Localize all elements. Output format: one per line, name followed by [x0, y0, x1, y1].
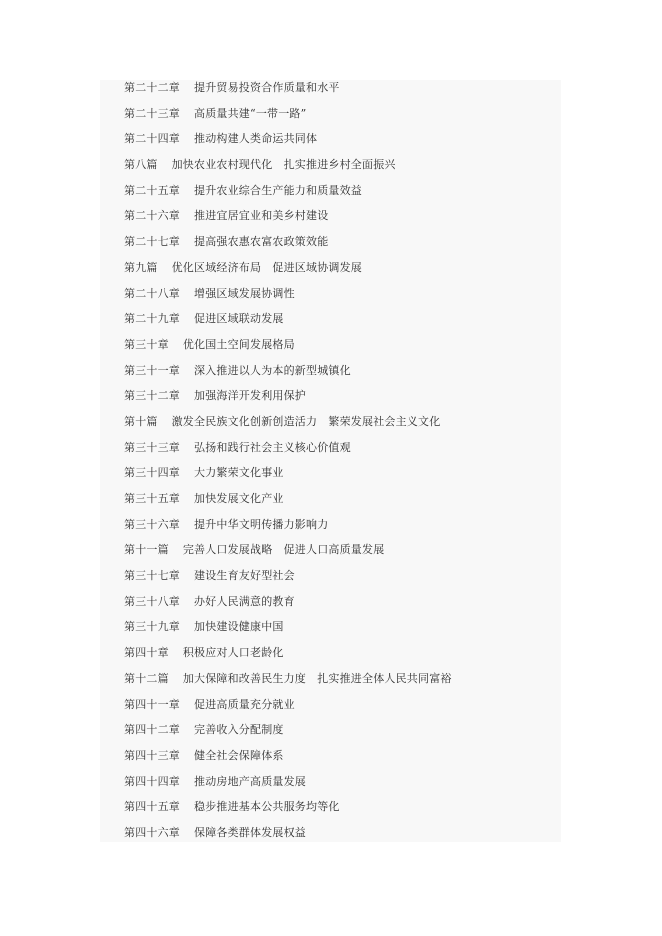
toc-line: [124, 465, 554, 491]
toc-title: 完善收入分配制度: [194, 723, 284, 737]
toc-title: 激发全民族文化创新创造活力 繁荣发展社会主义文化: [171, 414, 441, 428]
toc-title: 加快建设健康中国: [194, 620, 284, 634]
toc-line: [124, 440, 554, 466]
toc-title: 高质量共建“一带一路”: [194, 106, 307, 120]
toc-line: [124, 799, 554, 825]
toc-title: 优化国土空间发展格局: [182, 337, 295, 351]
toc-line: [124, 517, 554, 543]
table-of-contents: [124, 80, 554, 851]
toc-line: [124, 388, 554, 414]
toc-title: 促进高质量充分就业: [194, 697, 295, 711]
toc-title: 深入推进以人为本的新型城镇化: [194, 363, 351, 377]
toc-line: [124, 363, 554, 389]
toc-title: 加快农业农村现代化 扎实推进乡村全面振兴: [171, 158, 396, 172]
toc-line: [124, 311, 554, 337]
toc-number: 第二十四章: [124, 132, 180, 146]
toc-title: 完善人口发展战略 促进人口高质量发展: [182, 543, 385, 557]
toc-title: 建设生育友好型社会: [194, 569, 295, 583]
toc-title: 健全社会保障体系: [194, 748, 284, 762]
toc-title: 优化区域经济布局 促进区域协调发展: [171, 260, 363, 274]
toc-title: 促进区域联动发展: [194, 312, 284, 326]
toc-number: 第二十六章: [124, 209, 180, 223]
toc-line: [124, 286, 554, 312]
toc-number: 第四十四章: [124, 774, 180, 788]
toc-line: [124, 748, 554, 774]
toc-title: 提升农业综合生产能力和质量效益: [194, 183, 362, 197]
toc-number: 第四十六章: [124, 825, 180, 839]
toc-title: 提升贸易投资合作质量和水平: [194, 81, 340, 94]
toc-title: 增强区域发展协调性: [194, 286, 295, 300]
toc-title: 积极应对人口老龄化: [182, 646, 284, 660]
toc-number: 第三十二章: [124, 389, 180, 403]
toc-title: 推进宜居宜业和美乡村建设: [194, 209, 329, 223]
toc-number: 第三十三章: [124, 440, 180, 454]
toc-number: 第二十五章: [124, 183, 180, 197]
toc-line: [124, 208, 554, 234]
toc-line: [124, 697, 554, 723]
toc-number: 第三十六章: [124, 517, 180, 531]
toc-number: 第十二篇: [124, 671, 169, 685]
toc-title: 加快发展文化产业: [194, 492, 284, 505]
toc-number: 第三十七章: [124, 569, 180, 583]
toc-number: 第三十四章: [124, 466, 180, 480]
toc-title: 大力繁荣文化事业: [194, 466, 284, 480]
toc-number: 第八篇: [124, 158, 158, 172]
toc-title: 推动构建人类命运共同体: [194, 132, 318, 146]
toc-line: [124, 722, 554, 748]
toc-number: 第四十章: [124, 646, 169, 660]
toc-title: 提升中华文明传播力影响力: [194, 517, 329, 531]
toc-line: [124, 414, 554, 440]
toc-title: 加大保障和改善民生力度 扎实推进全体人民共同富裕: [182, 671, 452, 685]
toc-number: 第二十三章: [124, 106, 180, 120]
toc-line: [124, 774, 554, 800]
toc-title: 加强海洋开发利用保护: [194, 389, 306, 403]
toc-line: [124, 234, 554, 260]
toc-title: 稳步推进基本公共服务均等化: [194, 800, 340, 814]
toc-title: 办好人民满意的教育: [194, 594, 295, 608]
toc-line: [124, 594, 554, 620]
toc-title: 保障各类群体发展权益: [194, 825, 306, 839]
toc-line: [124, 491, 554, 517]
toc-title: 推动房地产高质量发展: [194, 774, 306, 788]
toc-number: 第三十九章: [124, 620, 180, 634]
toc-number: 第三十五章: [124, 492, 180, 505]
toc-number: 第三十八章: [124, 594, 180, 608]
toc-line: [124, 337, 554, 363]
toc-line: [124, 80, 554, 106]
toc-line: [124, 645, 554, 671]
toc-number: 第四十二章: [124, 723, 180, 737]
toc-line: [124, 260, 554, 286]
toc-line: [124, 671, 554, 697]
toc-number: 第十一篇: [124, 543, 169, 557]
toc-line: [124, 157, 554, 183]
toc-number: 第二十八章: [124, 286, 180, 300]
toc-number: 第三十一章: [124, 363, 180, 377]
toc-number: 第二十九章: [124, 312, 180, 326]
toc-line: [124, 619, 554, 645]
toc-number: 第二十二章: [124, 81, 180, 94]
toc-number: 第十篇: [124, 414, 158, 428]
toc-title: 提高强农惠农富农政策效能: [194, 235, 329, 249]
toc-line: [124, 106, 554, 132]
toc-number: 第二十七章: [124, 235, 180, 249]
toc-line: [124, 542, 554, 568]
toc-line: [124, 568, 554, 594]
toc-number: 第九篇: [124, 260, 158, 274]
toc-number: 第四十五章: [124, 800, 180, 814]
toc-number: 第四十三章: [124, 748, 180, 762]
toc-line: [124, 825, 554, 851]
toc-title: 弘扬和践行社会主义核心价值观: [194, 440, 351, 454]
toc-line: [124, 183, 554, 209]
toc-number: 第三十章: [124, 337, 169, 351]
toc-number: 第四十一章: [124, 697, 180, 711]
toc-line: [124, 131, 554, 157]
